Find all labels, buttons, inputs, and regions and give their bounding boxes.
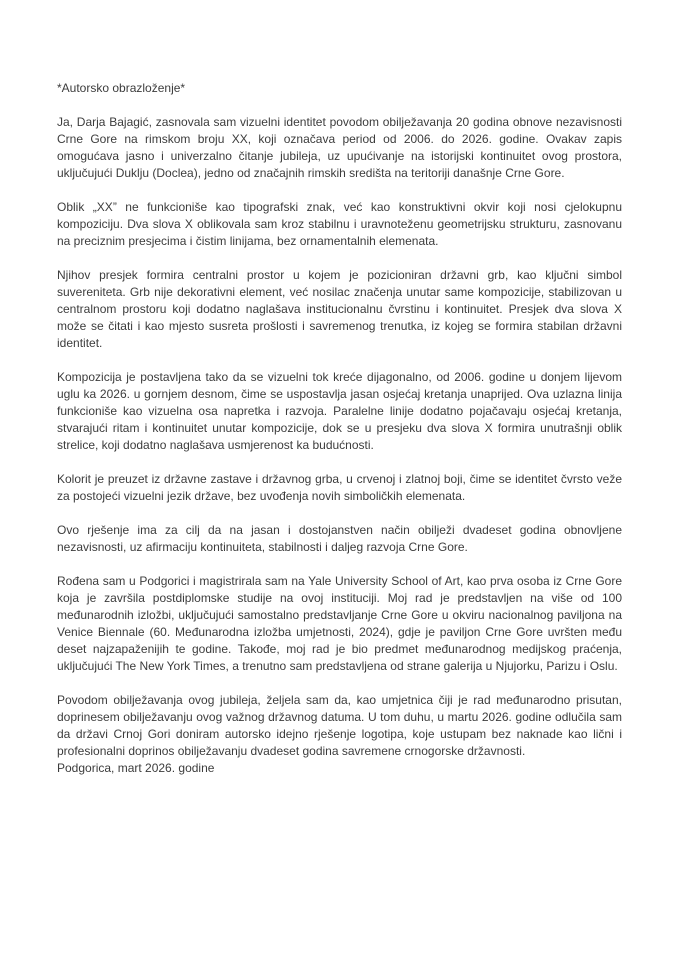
paragraph-goal: Ovo rješenje ima za cilj da na jasan i dostojanstven način obilježi dvadeset godina obnovljene nezavisnosti, uz afirmaciju kontinuiteta, stabilnosti i daljeg razvoja Crne Gore. bbox=[57, 523, 622, 554]
paragraph-donation: Povodom obilježavanja ovog jubileja, željela sam da, kao umjetnica čiji je rad međunarodno prisutan, doprinesem obilježavanju ovog važnog državnog datuma. U tom duhu, u martu 2026. godine odlučila sam da državi Crnoj Gori doniram autorsko idejno rješenje logotipa, koje ustupam bez naknade kao lični i profesionalni doprinos obilježavanju dvadeset godina savremene crnogorske državnosti. bbox=[57, 693, 622, 758]
paragraph-intro-identity: Ja, Darja Bajagić, zasnovala sam vizuelni identitet povodom obilježavanja 20 godina obnove nezavisnosti Crne Gore na rimskom broju XX, koji označava period od 2006. do 2026. godine. Ovakav zapis omogućava jasno i univerzalno čitanje jubileja, uz upućivanje na istorijski kontinuitet ovog prostora, uključujući Duklju (Doclea), jedno od značajnih rimskih središta na teritoriji današnje Crne Gore. bbox=[57, 115, 622, 180]
paragraph-composition-diagonal: Kompozicija je postavljena tako da se vizuelni tok kreće dijagonalno, od 2006. godine u donjem lijevom uglu ka 2026. u gornjem desnom, čime se uspostavlja jasan osjećaj kretanja unaprijed. Ova uzlazna linija funkcioniše kao vizuelna osa napretka i razvoja. Paralelne linije dodatno pojačavaju osjećaj kretanja, stvarajući ritam i kontinuitet unutar kompozicije, dok se u presjeku dva slova X formira unutrašnji oblik strelice, koji dodatno naglašava usmjerenost ka budućnosti. bbox=[57, 370, 622, 452]
document-title: *Autorsko obrazloženje* bbox=[57, 81, 186, 95]
paragraph-central-emblem: Njihov presjek formira centralni prostor u kojem je pozicioniran državni grb, kao ključni simbol suvereniteta. Grb nije dekorativni element, već nosilac značenja unutar same kompozicije, stabilizovan u centralnom prostoru koji dodatno naglašava institucionalnu čvrstinu i kontinuitet. Presjek dva slova X može se čitati i kao mjesto susreta prošlosti i savremenog trenutka, iz kojeg se formira stabilan državni identitet. bbox=[57, 268, 622, 350]
document-footer-dateline: Podgorica, mart 2026. godine bbox=[57, 761, 215, 775]
paragraph-biography: Rođena sam u Podgorici i magistrirala sam na Yale University School of Art, kao prva osoba iz Crne Gore koja je završila postdiplomske studije na ovoj instituciji. Moj rad je predstavljen na više od 100 međunarodnih izložbi, uključujući samostalno predstavljanje Crne Gore u okviru nacionalnog paviljona na Venice Biennale (60. Međunarodna izložba umjetnosti, 2024), gdje je paviljon Crne Gore uvršten među deset najzapaženijih te godine. Takođe, moj rad je bio predmet međunarodnog medijskog praćenja, uključujući The New York Times, a trenutno sam predstavljena od strane galerija u Njujorku, Parizu i Oslu. bbox=[57, 574, 622, 673]
paragraph-colors: Kolorit je preuzet iz državne zastave i državnog grba, u crvenoj i zlatnoj boji, čime se identitet čvrsto veže za postojeći vizuelni jezik države, bez uvođenja novih simboličkih elemenata. bbox=[57, 472, 622, 503]
paragraph-xx-shape: Oblik „XX” ne funkcioniše kao tipografski znak, već kao konstruktivni okvir koji nosi cjelokupnu kompoziciju. Dva slova X oblikovala sam kroz stabilnu i uravnoteženu geometrijsku strukturu, zasnovanu na preciznim presjecima i čistim linijama, bez ornamentalnih elemenata. bbox=[57, 200, 622, 248]
